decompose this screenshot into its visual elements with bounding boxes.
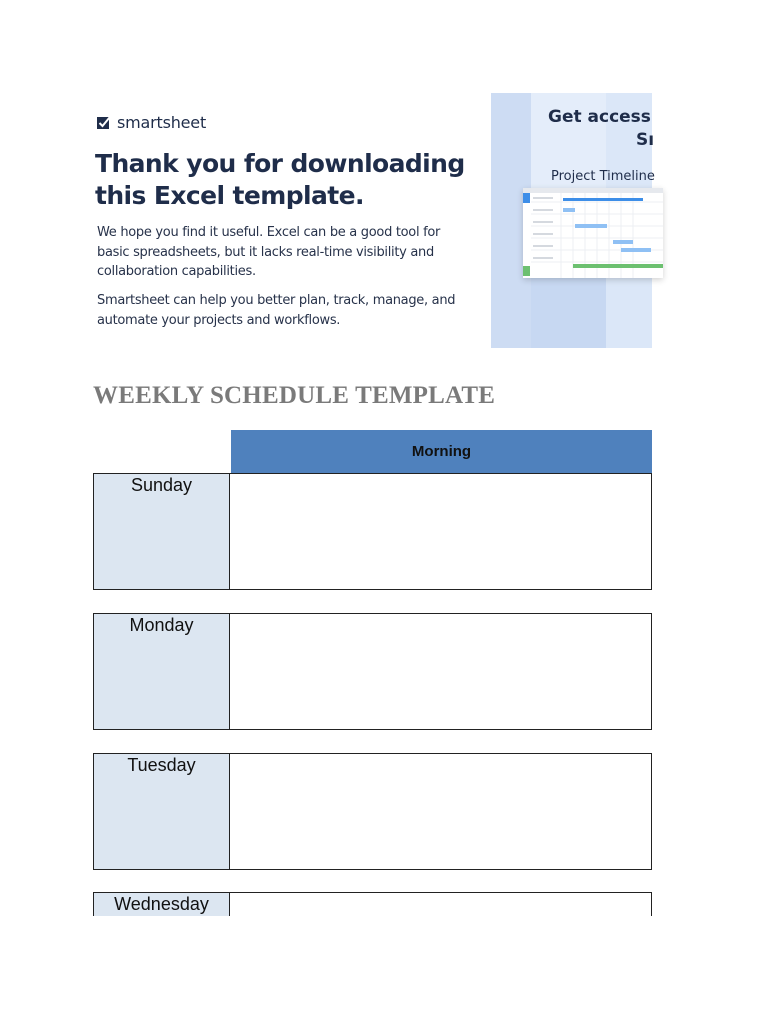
smartsheet-check-icon [97,116,111,130]
column-header-morning: Morning [231,430,652,473]
smartsheet-logo [97,113,206,132]
gantt-chart-graphic [523,188,663,278]
panel-heading-line1: Get access [548,107,651,127]
day-row-monday [93,613,652,730]
day-label: Monday [94,614,230,729]
panel-card-title: Project Timeline [551,169,655,184]
smartsheet-promo-banner[interactable] [93,93,655,348]
schedule-cell[interactable] [230,614,651,729]
panel-stripe [531,278,606,348]
day-row-wednesday [93,892,652,916]
day-row-sunday [93,473,652,590]
promo-preview-panel[interactable] [491,93,655,348]
brand-name: smartsheet [117,113,207,132]
day-label: Tuesday [94,754,230,869]
gantt-chart-preview [523,188,663,278]
document-title: WEEKLY SCHEDULE TEMPLATE [93,382,496,409]
promo-paragraph-2: Smartsheet can help you better plan, track, manage, and automate your projects and workflows. [97,293,456,328]
schedule-cell[interactable] [230,474,651,589]
panel-heading-line2: Sı [636,130,655,150]
promo-paragraph-1: We hope you find it useful. Excel can be a good tool for basic spreadsheets, but it lacks real-time visibility and collaboration capabilities. [97,225,441,279]
schedule-cell[interactable] [230,893,651,916]
day-row-tuesday [93,753,652,870]
day-label: Sunday [94,474,230,589]
day-label: Wednesday [94,893,230,916]
promo-heading: Thank you for downloading this Excel template. [95,149,465,210]
schedule-cell[interactable] [230,754,651,869]
